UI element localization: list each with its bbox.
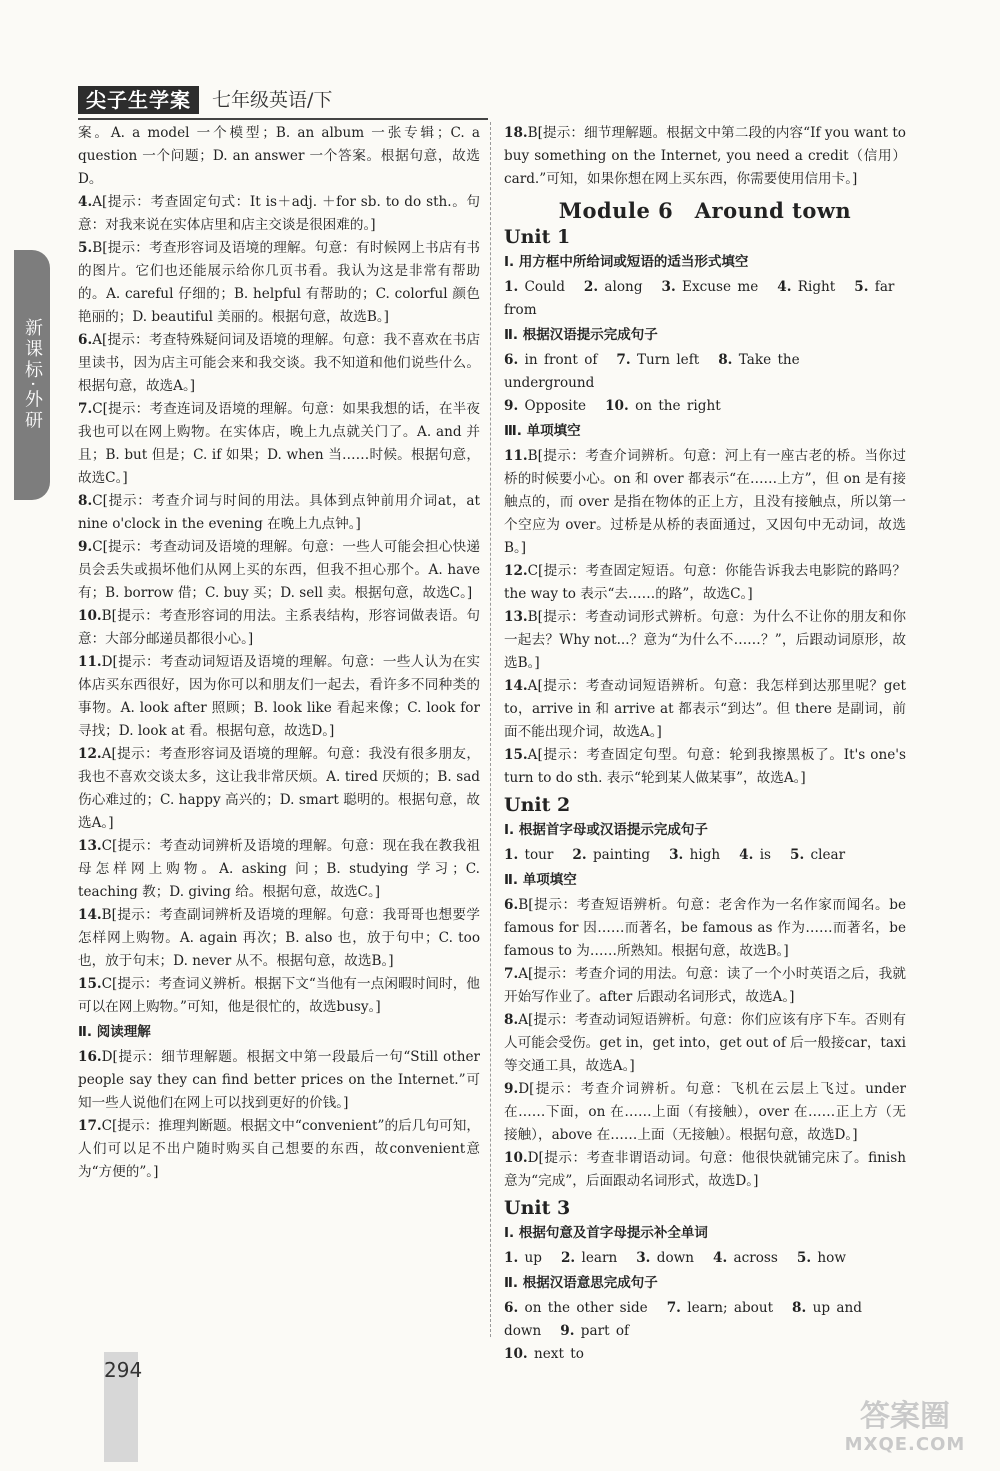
answer-item: 13.C[提示：考查动词辨析及语境的理解。句意：现在我在教我祖母怎样网上购物。A. asking 问；B. studying 学习；C. teaching 教；D. giving 给。根据句意，故选C。]	[78, 838, 480, 900]
column-divider	[490, 122, 491, 1337]
answer-item: 8.C[提示：考查介词与时间的用法。具体到点钟前用介词at，at nine o'clock in the evening 在晚上九点钟。]	[78, 493, 480, 532]
answer-line: 1. up 2. learn 3. down 4. across 5. how	[504, 1250, 846, 1266]
left-items-reading	[78, 1046, 480, 1184]
answer-item: 10.D[提示：考查非谓语动词。句意：他很快就铺完床了。finish 意为“完成”，后面跟动名词形式，故选D。]	[504, 1150, 906, 1189]
answer-item: 6.A[提示：考查特殊疑问词及语境的理解。句意：我不喜欢在书店里读书，因为店主可能会来和我交谈。我不知道和他们说些什么。根据句意，故选A。]	[78, 332, 480, 394]
section-heading: Ⅱ. 根据汉语意思完成句子	[504, 1275, 658, 1291]
answer-line: 6. on the other side 7. learn; about 8. up and down 9. part of	[504, 1300, 862, 1339]
watermark-stamp	[820, 1400, 990, 1464]
answer-line: 6. in front of 7. Turn left 8. Take the underground	[504, 352, 800, 391]
unit-title: Unit 2	[504, 794, 571, 816]
left-column	[78, 122, 480, 1184]
answer-item: 14.B[提示：考查副词辨析及语境的理解。句意：我哥哥也想要学怎样网上购物。A. again 再次；B. also 也，放于句中；C. too 也，放于句末；D. never 从不。根据句意，故选B。]	[78, 907, 480, 969]
answer-item: 4.A[提示：考查固定句式：It is＋adj. ＋for sb. to do sth.。句意：对我来说在实体店里和店主交谈是很困难的。]	[78, 194, 480, 233]
answer-item: 6.B[提示：考查短语辨析。句意：老舍作为一名作家而闻名。be famous for 因……而著名，be famous as 作为……而著名，be famous to 为……所熟知。根据句意，故选B。]	[504, 897, 906, 959]
section-heading: Ⅱ. 阅读理解	[78, 1024, 151, 1040]
answer-item: 12.A[提示：考查形容词及语境的理解。句意：我没有很多朋友，我也不喜欢交谈太多，这让我非常厌烦。A. tired 厌烦的；B. sad 伤心难过的；C. happy 高兴的；D. smart 聪明的。根据句意，故选A。]	[78, 746, 480, 831]
answer-item: 7.A[提示：考查介词的用法。句意：读了一个小时英语之后，我就开始写作业了。after 后跟动名词形式，故选A。]	[504, 966, 906, 1005]
watermark-text: 答案圈	[860, 1399, 950, 1434]
left-items	[78, 191, 480, 1019]
section-heading: Ⅰ. 根据句意及首字母提示补全单词	[504, 1225, 708, 1241]
answer-item: 18.B[提示：细节理解题。根据文中第二段的内容“If you want to buy something on the Internet, you need a credit（信用）card.”可知，如果你想在网上买东西，你需要使用信用卡。]	[504, 125, 906, 187]
answer-line: 10. next to	[504, 1346, 584, 1362]
section-heading: Ⅱ. 根据汉语提示完成句子	[504, 327, 658, 343]
answer-item: 15.C[提示：考查词义辨析。根据下文“当他有一点闲暇时间时，他可以在网上购物。”可知，他是很忙的，故选busy。]	[78, 976, 480, 1015]
answer-item: 7.C[提示：考查连词及语境的理解。句意：如果我想的话，在半夜我也可以在网上购物。在实体店，晚上九点就关门了。A. and 并且；B. but 但是；C. if 如果；D. when 当……时候。根据句意，故选C。]	[78, 401, 480, 486]
header-rule	[78, 118, 488, 120]
answer-item: 12.C[提示：考查固定短语。句意：你能告诉我去电影院的路吗？the way to 表示“去……的路”，故选C。]	[504, 563, 906, 602]
answer-item: 9.D[提示：考查介词辨析。句意：飞机在云层上飞过。under 在……下面，on 在……上面（有接触），over 在……正上方（无接触），above 在……上面（无接触）。根据句意，故选D。]	[504, 1081, 906, 1143]
answer-item: 17.C[提示：推理判断题。根据文中“convenient”的后几句可知，人们可以足不出户随时购买自己想要的东西，故convenient意为“方便的”。]	[78, 1118, 480, 1180]
unit2-items	[504, 894, 906, 1193]
answer-item: 16.D[提示：细节理解题。根据文中第一段最后一句“Still other people say they can find better prices on the Internet.”可知一些人说他们在网上可以找到更好的价钱。]	[78, 1049, 480, 1111]
section-heading: Ⅰ. 根据首字母或汉语提示完成句子	[504, 822, 708, 838]
subject-title: 七年级英语/下	[212, 89, 333, 111]
answer-item: 13.B[提示：考查动词形式辨析。句意：为什么不让你的朋友和你一起去？Why not...？意为“为什么不……？”，后跟动词原形，故选B。]	[504, 609, 906, 671]
intro-text: 案。A. a model 一个模型；B. an album 一张专辑；C. a question 一个问题；D. an answer 一个答案。根据句意，故选D。	[78, 125, 480, 187]
side-tab: 新课标·外研	[14, 250, 50, 500]
answer-item: 5.B[提示：考查形容词及语境的理解。句意：有时候网上书店有书的图片。它们也还能展示给你几页书看。我认为这是非常有帮助的。A. careful 仔细的；B. helpful 有帮助的；C. colorful 颜色艳丽的；D. beautiful 美丽的。根据句意，故选B。]	[78, 240, 480, 325]
answer-item: 10.B[提示：考查形容词的用法。主系表结构，形容词做表语。句意：大部分邮递员都很小心。]	[78, 608, 480, 647]
unit1-items	[504, 445, 906, 790]
answer-line: 1. tour 2. painting 3. high 4. is 5. clear	[504, 847, 846, 863]
answer-item: 8.A[提示：考查动词短语辨析。句意：你们应该有序下车。否则有人可能会受伤。get in，get into，get out of 后一般接car，taxi 等交通工具，故选A。]	[504, 1012, 906, 1074]
page-number: 294	[104, 1358, 143, 1382]
answer-item: 11.B[提示：考查介词辨析。句意：河上有一座古老的桥。当你过桥的时候要小心。on 和 over 都表示“在……上方”，但 on 是有接触点的，而 over 是指在物体的正上方，且没有接触点，所以第一个空应为 over。过桥是从桥的表面通过，又因句中无动词，故选B。]	[504, 448, 906, 556]
watermark-url: MXQE.COM	[844, 1434, 966, 1455]
section-heading: Ⅲ. 单项填空	[504, 423, 581, 439]
unit-title: Unit 1	[504, 226, 571, 248]
module-title: Module 6 Around town	[558, 198, 852, 223]
answer-line: 9. Opposite 10. on the right	[504, 398, 721, 414]
answer-item: 11.D[提示：考查动词短语及语境的理解。句意：一些人认为在实体店买东西很好，因为你可以和朋友们一起去，看许多不同种类的事物。A. look after 照顾；B. look like 看起来像；C. look for 寻找；D. look at 看。根据句意，故选D。]	[78, 654, 480, 739]
answer-item: 14.A[提示：考查动词短语辨析。句意：我怎样到达那里呢？get to，arrive in 和 arrive at 都表示“到达”。但 there 是副词，前面不能出现介词，故选A。]	[504, 678, 906, 740]
answer-item: 15.A[提示：考查固定句型。句意：轮到我擦黑板了。It's one's turn to do sth. 表示“轮到某人做某事”，故选A。]	[504, 747, 906, 786]
brand-logo: 尖子生学案	[78, 86, 199, 114]
right-column	[504, 122, 906, 1366]
section-heading: Ⅰ. 用方框中所给词或短语的适当形式填空	[504, 254, 749, 270]
unit-title: Unit 3	[504, 1197, 571, 1219]
section-heading: Ⅱ. 单项填空	[504, 872, 577, 888]
answer-line: 1. Could 2. along 3. Excuse me 4. Right 5. far from	[504, 279, 895, 318]
answer-item: 9.C[提示：考查动词及语境的理解。句意：一些人可能会担心快递员会丢失或损坏他们从网上买的东西，但我不担心那个。A. have 有；B. borrow 借；C. buy 买；D. sell 卖。根据句意，故选C。]	[78, 539, 480, 601]
